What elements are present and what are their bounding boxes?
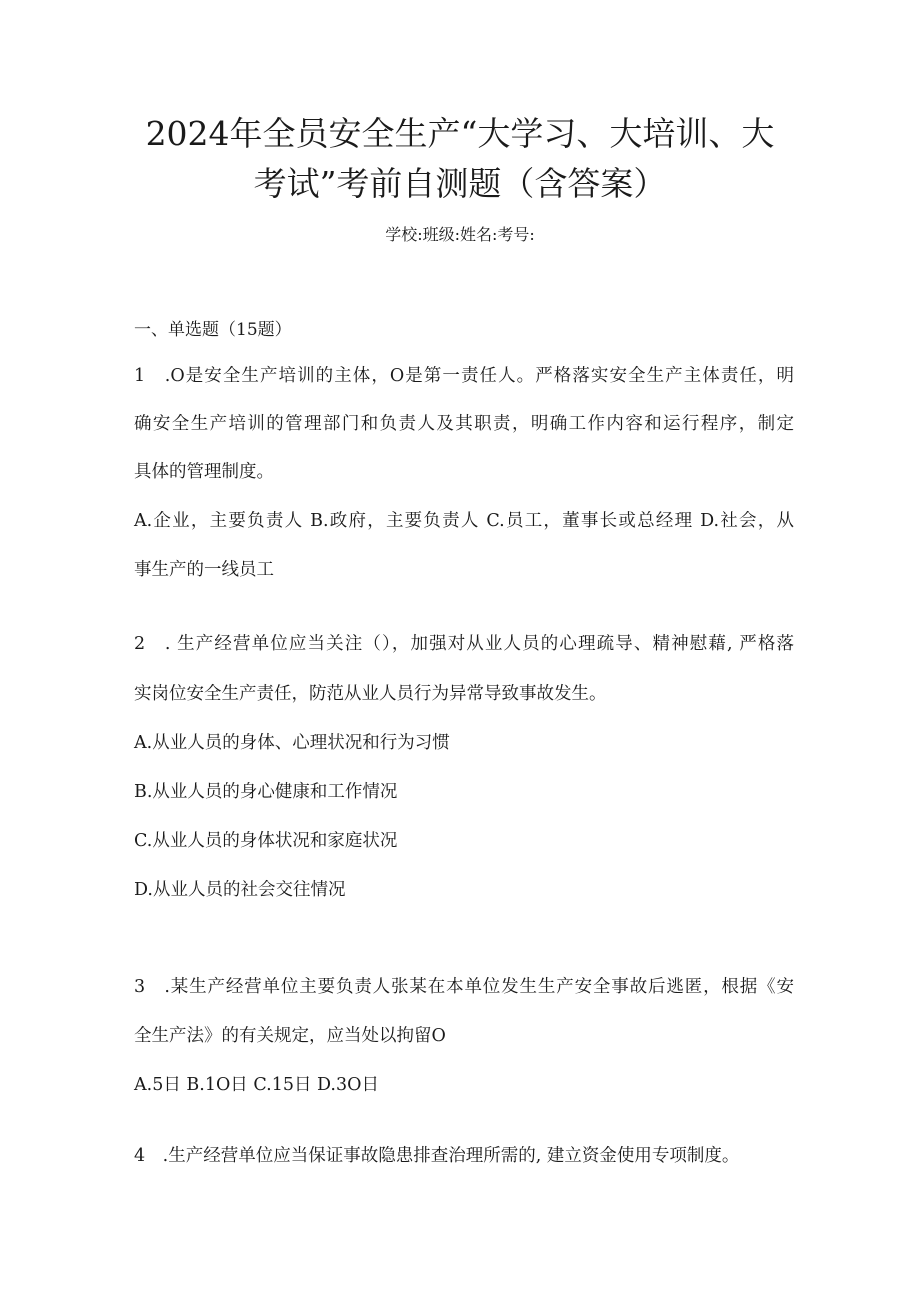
section-heading: 一、单选题（15题） bbox=[134, 320, 292, 340]
question-4-stem-line-1: 4 .生产经营单位应当保证事故隐患排查治理所需的, 建立资金使用专项制度。 bbox=[134, 1146, 740, 1166]
question-1-stem-line-1: 1 .O是安全生产培训的主体，O是第一责任人。严格落实安全生产主体责任，明 bbox=[134, 366, 794, 386]
question-2-stem-line-1: 2 . 生产经营单位应当关注（），加强对从业人员的心理疏导、精神慰藉, 严格落 bbox=[134, 634, 794, 654]
question-2-option-d: D.从业人员的社会交往情况 bbox=[134, 880, 346, 900]
question-3-stem-line-2: 全生产法》的有关规定，应当处以拘留O bbox=[134, 1026, 446, 1046]
question-1-options-line-2: 事生产的一线员工 bbox=[134, 560, 274, 580]
question-1-stem-line-2: 确安全生产培训的管理部门和负责人及其职责，明确工作内容和运行程序，制定 bbox=[134, 414, 794, 434]
question-1-options-line-1: A.企业，主要负责人 B.政府，主要负责人 C.员工，董事长或总经理 D.社会，从 bbox=[134, 511, 794, 531]
question-2-option-c: C.从业人员的身体状况和家庭状况 bbox=[134, 831, 398, 851]
document-title-line-1: 2024年全员安全生产“大学习、大培训、大 bbox=[145, 114, 775, 153]
document-title-line-2: 考试”考前自测题（含答案） bbox=[253, 164, 667, 203]
question-3-options: A.5日 B.1O日 C.15日 D.3O日 bbox=[134, 1075, 379, 1095]
question-2-option-b: B.从业人员的身心健康和工作情况 bbox=[134, 782, 398, 802]
question-3-stem-line-1: 3 .某生产经营单位主要负责人张某在本单位发生生产安全事故后逃匿，根据《安 bbox=[134, 977, 794, 997]
question-1-stem-line-3: 具体的管理制度。 bbox=[134, 462, 274, 482]
student-info-line: 学校:班级:姓名:考号: bbox=[385, 225, 535, 244]
question-2-stem-line-2: 实岗位安全生产责任，防范从业人员行为异常导致事故发生。 bbox=[134, 684, 607, 704]
question-2-option-a: A.从业人员的身体、心理状况和行为习惯 bbox=[134, 733, 450, 753]
